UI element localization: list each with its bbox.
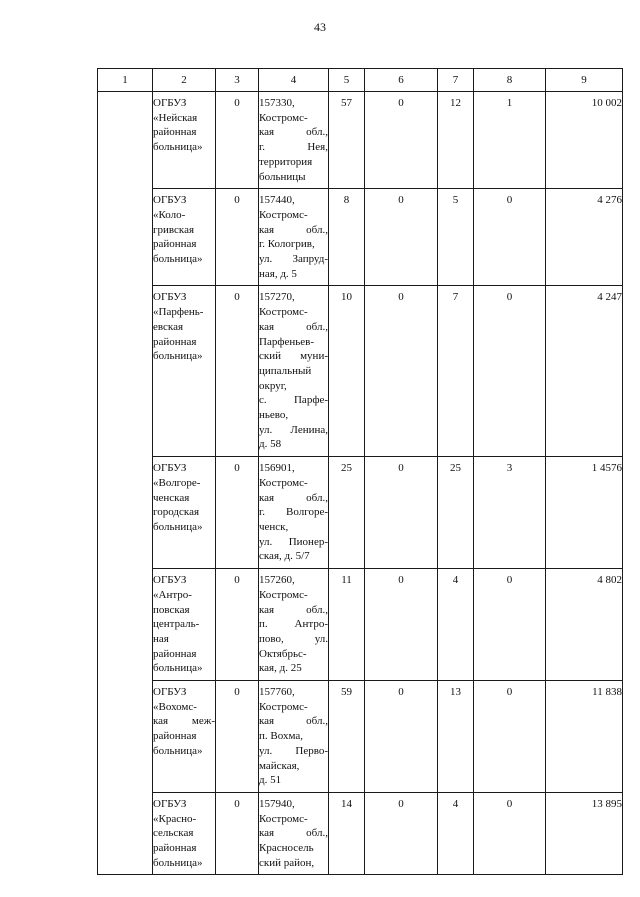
value-cell-col5: 57 [329,92,365,189]
address-line: ципальный [259,364,312,377]
table-row [98,286,623,457]
col1-cell [98,569,153,681]
address-cell [259,92,329,189]
value-cell-col5: 14 [329,792,365,875]
hospital-table [97,68,623,875]
address-line: 157440, [259,194,295,207]
hospital-name-cell [153,457,216,569]
address-line: кая обл., [259,320,328,333]
hospital-name-line: больница» [153,253,203,266]
hospital-name-line: больница» [153,744,203,757]
value-cell-col7: 4 [438,569,474,681]
hospital-name-line: больница» [153,350,203,363]
value-cell-col8: 1 [474,92,546,189]
value-cell-col5: 8 [329,189,365,286]
value-cell-col9: 4 247 [546,286,623,457]
address-line: ченск, [259,520,289,533]
value-cell-col3: 0 [216,92,259,189]
address-cell [259,681,329,793]
value-cell-col7: 12 [438,92,474,189]
address-line: д. 58 [259,438,282,451]
hospital-name-line: больница» [153,662,203,675]
hospital-name-line: кая меж- [153,715,215,728]
col1-cell [98,189,153,286]
hospital-name-line: повская [153,603,190,616]
address-line: 157940, [259,797,295,810]
address-cell [259,792,329,875]
address-line: ул. Ленина, [259,423,328,436]
value-cell-col9: 4 802 [546,569,623,681]
hospital-name-line: городская [153,506,200,519]
address-line: округ, [259,379,287,392]
address-line: Красносель [259,842,314,855]
address-line: пово, ул. [259,632,328,645]
col1-cell [98,792,153,875]
table-row [98,189,623,286]
hospital-name-cell [153,681,216,793]
col1-cell [98,92,153,189]
column-header-1: 1 [98,69,153,92]
value-cell-col3: 0 [216,792,259,875]
hospital-name-cell [153,792,216,875]
address-line: 156901, [259,462,295,475]
column-header-5: 5 [329,69,365,92]
column-header-3: 3 [216,69,259,92]
value-cell-col7: 5 [438,189,474,286]
value-cell-col3: 0 [216,189,259,286]
address-line: с. Парфе- [259,394,328,407]
value-cell-col6: 0 [365,569,438,681]
table-row [98,792,623,875]
address-line: Октябрьс- [259,647,307,660]
value-cell-col6: 0 [365,189,438,286]
hospital-name-line: районная [153,335,197,348]
address-line: больницы [259,170,306,183]
address-line: г. Кологрив, [259,238,315,251]
address-line: г. Нея, [259,141,328,154]
value-cell-col8: 0 [474,681,546,793]
value-cell-col6: 0 [365,286,438,457]
address-line: майская, [259,759,300,772]
col1-cell [98,681,153,793]
hospital-name-line: районная [153,238,197,251]
address-line: г. Волгоре- [259,506,328,519]
hospital-name-line: гривская [153,223,195,236]
column-header-4: 4 [259,69,329,92]
address-line: 157270, [259,291,295,304]
address-line: территория [259,155,313,168]
address-line: кая, д. 25 [259,662,302,675]
address-line: Костромс- [259,588,308,601]
table-row [98,681,623,793]
hospital-name-cell [153,569,216,681]
column-header-7: 7 [438,69,474,92]
value-cell-col9: 4 276 [546,189,623,286]
col1-cell [98,457,153,569]
value-cell-col6: 0 [365,681,438,793]
page-number: 43 [314,20,326,34]
hospital-name-line: «Парфень- [153,306,204,319]
address-line: кая обл., [259,126,328,139]
hospital-name-cell [153,92,216,189]
value-cell-col9: 13 895 [546,792,623,875]
address-line: ская, д. 5/7 [259,550,310,563]
hospital-name-line: ОГБУЗ [153,291,187,304]
address-line: Костромс- [259,812,308,825]
hospital-name-line: ченская [153,491,190,504]
hospital-name-line: «Антро- [153,588,192,601]
hospital-name-line: ОГБУЗ [153,797,187,810]
address-line: Костромс- [259,208,308,221]
hospital-name-line: ОГБУЗ [153,194,187,207]
address-line: Костромс- [259,306,308,319]
address-line: ул. Пионер- [259,535,328,548]
column-header-8: 8 [474,69,546,92]
column-header-2: 2 [153,69,216,92]
value-cell-col9: 10 002 [546,92,623,189]
col1-cell [98,286,153,457]
value-cell-col3: 0 [216,457,259,569]
address-line: кая обл., [259,223,328,236]
value-cell-col3: 0 [216,569,259,681]
hospital-name-line: «Вохомс- [153,700,197,713]
hospital-name-line: больница» [153,856,203,869]
hospital-name-line: районная [153,647,197,660]
address-line: 157330, [259,97,295,109]
hospital-name-line: районная [153,842,197,855]
value-cell-col8: 0 [474,792,546,875]
value-cell-col5: 11 [329,569,365,681]
value-cell-col7: 13 [438,681,474,793]
hospital-name-line: ОГБУЗ [153,462,187,475]
column-header-6: 6 [365,69,438,92]
hospital-name-line: ОГБУЗ [153,686,187,699]
address-line: п. Антро- [259,618,328,631]
address-line: кая обл., [259,827,328,840]
hospital-name-line: «Волгоре- [153,476,201,489]
value-cell-col8: 0 [474,189,546,286]
address-line: 157760, [259,686,295,699]
value-cell-col8: 3 [474,457,546,569]
value-cell-col7: 25 [438,457,474,569]
address-line: ский муни- [259,350,328,363]
hospital-name-line: «Красно- [153,812,197,825]
address-line: ная, д. 5 [259,267,297,280]
value-cell-col7: 7 [438,286,474,457]
hospital-name-line: больница» [153,520,203,533]
hospital-name-line: «Нейская [153,111,198,124]
address-line: кая обл., [259,603,328,616]
value-cell-col9: 11 838 [546,681,623,793]
address-cell [259,569,329,681]
hospital-name-line: районная [153,730,197,743]
address-line: ньево, [259,409,289,422]
hospital-name-line: районная [153,126,197,139]
value-cell-col5: 10 [329,286,365,457]
hospital-name-line: больница» [153,141,203,154]
hospital-name-line: ОГБУЗ [153,574,187,587]
table-row [98,569,623,681]
hospital-name-line: централь- [153,618,200,631]
column-header-9: 9 [546,69,623,92]
address-line: д. 51 [259,774,282,787]
value-cell-col3: 0 [216,681,259,793]
address-line: п. Вохма, [259,730,303,743]
value-cell-col8: 0 [474,286,546,457]
value-cell-col3: 0 [216,286,259,457]
hospital-name-line: ная [153,632,169,645]
value-cell-col6: 0 [365,92,438,189]
value-cell-col7: 4 [438,792,474,875]
address-line: кая обл., [259,715,328,728]
header-row [98,69,623,92]
value-cell-col5: 59 [329,681,365,793]
hospital-name-line: «Коло- [153,208,186,221]
address-cell [259,286,329,457]
address-line: Костромс- [259,111,308,124]
table-row [98,457,623,569]
hospital-name-cell [153,189,216,286]
hospital-name-line: ОГБУЗ [153,97,187,109]
address-line: ул. Перво- [259,744,328,757]
address-line: ул. Запруд- [259,253,328,266]
value-cell-col9: 1 4576 [546,457,623,569]
address-line: ский район, [259,856,315,869]
address-line: Костромс- [259,476,308,489]
hospital-name-cell [153,286,216,457]
value-cell-col6: 0 [365,792,438,875]
value-cell-col5: 25 [329,457,365,569]
address-line: кая обл., [259,491,328,504]
table-row [98,92,623,189]
address-line: Парфеньев- [259,335,314,348]
address-line: 157260, [259,574,295,587]
address-cell [259,189,329,286]
address-cell [259,457,329,569]
value-cell-col8: 0 [474,569,546,681]
hospital-name-line: сельская [153,827,194,840]
hospital-name-line: евская [153,320,184,333]
address-line: Костромс- [259,700,308,713]
value-cell-col6: 0 [365,457,438,569]
